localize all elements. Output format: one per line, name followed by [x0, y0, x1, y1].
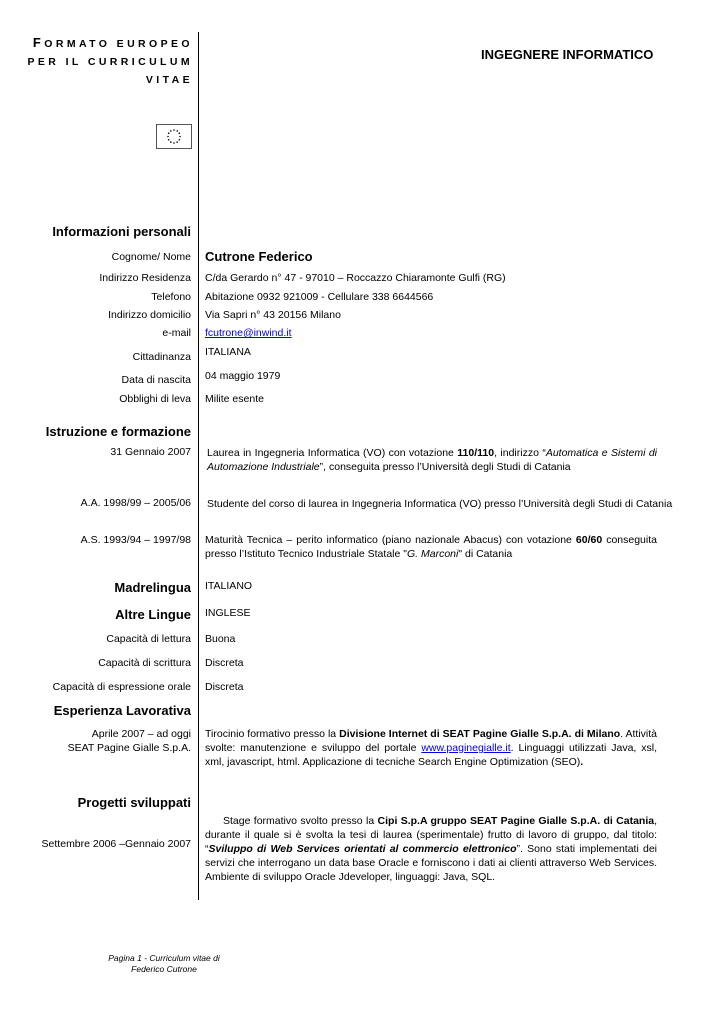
- education-date-2: A.A. 1998/99 – 2005/06: [80, 497, 191, 509]
- value-mother-tongue: ITALIANO: [205, 580, 253, 592]
- work-employer: SEAT Pagine Gialle S.p.A.: [67, 742, 191, 754]
- education-entry-2: Studente del corso di laurea in Ingegneria Informatica (VO) presso l’Università degli Studi di Catania: [207, 498, 673, 510]
- value-writing: Discreta: [205, 657, 244, 669]
- job-title: INGEGNERE INFORMATICO: [481, 47, 654, 62]
- value-military: Milite esente: [205, 393, 264, 405]
- eu-flag-icon: [156, 124, 192, 149]
- project-description: Stage formativo svolto presso la Cipi S.p.A gruppo SEAT Pagine Gialle S.p.A. di Catania, durante il quale si è svolta la tesi di laurea (sperimentale) frutto di lavoro di gruppo, dal titolo: “Sviluppo di Web Services orientati al commercio elettronico”. Sono stati implementati dei servizi che interrogano un data base Oracle e forniscono i dati ai clienti attraverso Web Services. Ambiente di sviluppo Oracle Jdeveloper, linguaggi: Java, SQL.: [205, 815, 658, 883]
- document-header-title: [27, 34, 193, 89]
- value-citizenship: ITALIANA: [205, 346, 251, 358]
- project-date: Settembre 2006 –Gennaio 2007: [41, 838, 191, 850]
- value-domicile: Via Sapri n° 43 20156 Milano: [205, 309, 341, 321]
- section-projects: Progetti sviluppati: [77, 795, 191, 810]
- label-residence: Indirizzo Residenza: [99, 272, 191, 284]
- education-entry-1: Laurea in Ingegneria Informatica (VO) con votazione 110/110, indirizzo “Automatica e Sistemi di Automazione Industriale”, conseguita presso l’Università degli Studi di Catania: [207, 447, 657, 473]
- paginegialle-link[interactable]: www.paginegialle.it: [421, 742, 511, 754]
- footer-line-2: Federico Cutrone: [131, 964, 197, 974]
- label-reading: Capacità di lettura: [106, 633, 191, 645]
- label-citizenship: Cittadinanza: [132, 351, 191, 363]
- education-entry-3: Maturità Tecnica – perito informatico (piano nazionale Abacus) con votazione 60/60 conseguita presso l’Istituto Tecnico Industriale Statale "G. Marconi" di Catania: [205, 534, 657, 560]
- header-line-3: VITAE: [145, 74, 193, 86]
- value-other-language: INGLESE: [205, 607, 251, 619]
- label-name: Cognome/ Nome: [111, 251, 191, 263]
- value-speaking: Discreta: [205, 681, 244, 693]
- section-other-languages: Altre Lingue: [115, 607, 191, 622]
- page-footer: [102, 953, 226, 975]
- label-speaking: Capacità di espressione orale: [52, 681, 191, 693]
- section-education: Istruzione e formazione: [45, 424, 191, 439]
- work-period: Aprile 2007 – ad oggi: [91, 728, 191, 740]
- label-writing: Capacità di scrittura: [98, 657, 191, 669]
- footer-line-1: Pagina 1 - Curriculum vitae di: [108, 953, 220, 963]
- email-link[interactable]: fcutrone@inwind.it: [205, 327, 292, 339]
- education-date-1: 31 Gennaio 2007: [110, 446, 191, 458]
- value-phone: Abitazione 0932 921009 - Cellulare 338 6644566: [205, 291, 434, 303]
- label-domicile: Indirizzo domicilio: [108, 309, 191, 321]
- work-date: [68, 727, 191, 755]
- column-divider: [198, 32, 199, 900]
- education-date-3: A.S. 1993/94 – 1997/98: [80, 534, 191, 546]
- header-line-2: PER IL CURRICULUM: [27, 56, 193, 68]
- value-birth-date: 04 maggio 1979: [205, 370, 281, 382]
- label-phone: Telefono: [151, 291, 191, 303]
- value-reading: Buona: [205, 633, 236, 645]
- section-mother-tongue: Madrelingua: [114, 580, 191, 595]
- work-description: Tirocinio formativo presso la Divisione Internet di SEAT Pagine Gialle S.p.A. di Milano. Attività svolte: manutenzione e sviluppo del portale www.paginegialle.it. Linguaggi utilizzati Java, xsl, xml, javascript, html. Applicazione di tecniche Search Engine Optimization (SEO).: [205, 728, 658, 768]
- section-personal-info: Informazioni personali: [52, 224, 191, 239]
- label-military: Obblighi di leva: [119, 393, 191, 405]
- section-work-experience: Esperienza Lavorativa: [53, 703, 191, 718]
- label-birth-date: Data di nascita: [121, 374, 191, 386]
- value-name: Cutrone Federico: [205, 249, 313, 264]
- label-email: e-mail: [162, 327, 191, 339]
- header-line-1: FORMATO EUROPEO: [32, 35, 193, 50]
- value-residence: C/da Gerardo n° 47 - 97010 – Roccazzo Chiaramonte Gulfi (RG): [205, 272, 506, 284]
